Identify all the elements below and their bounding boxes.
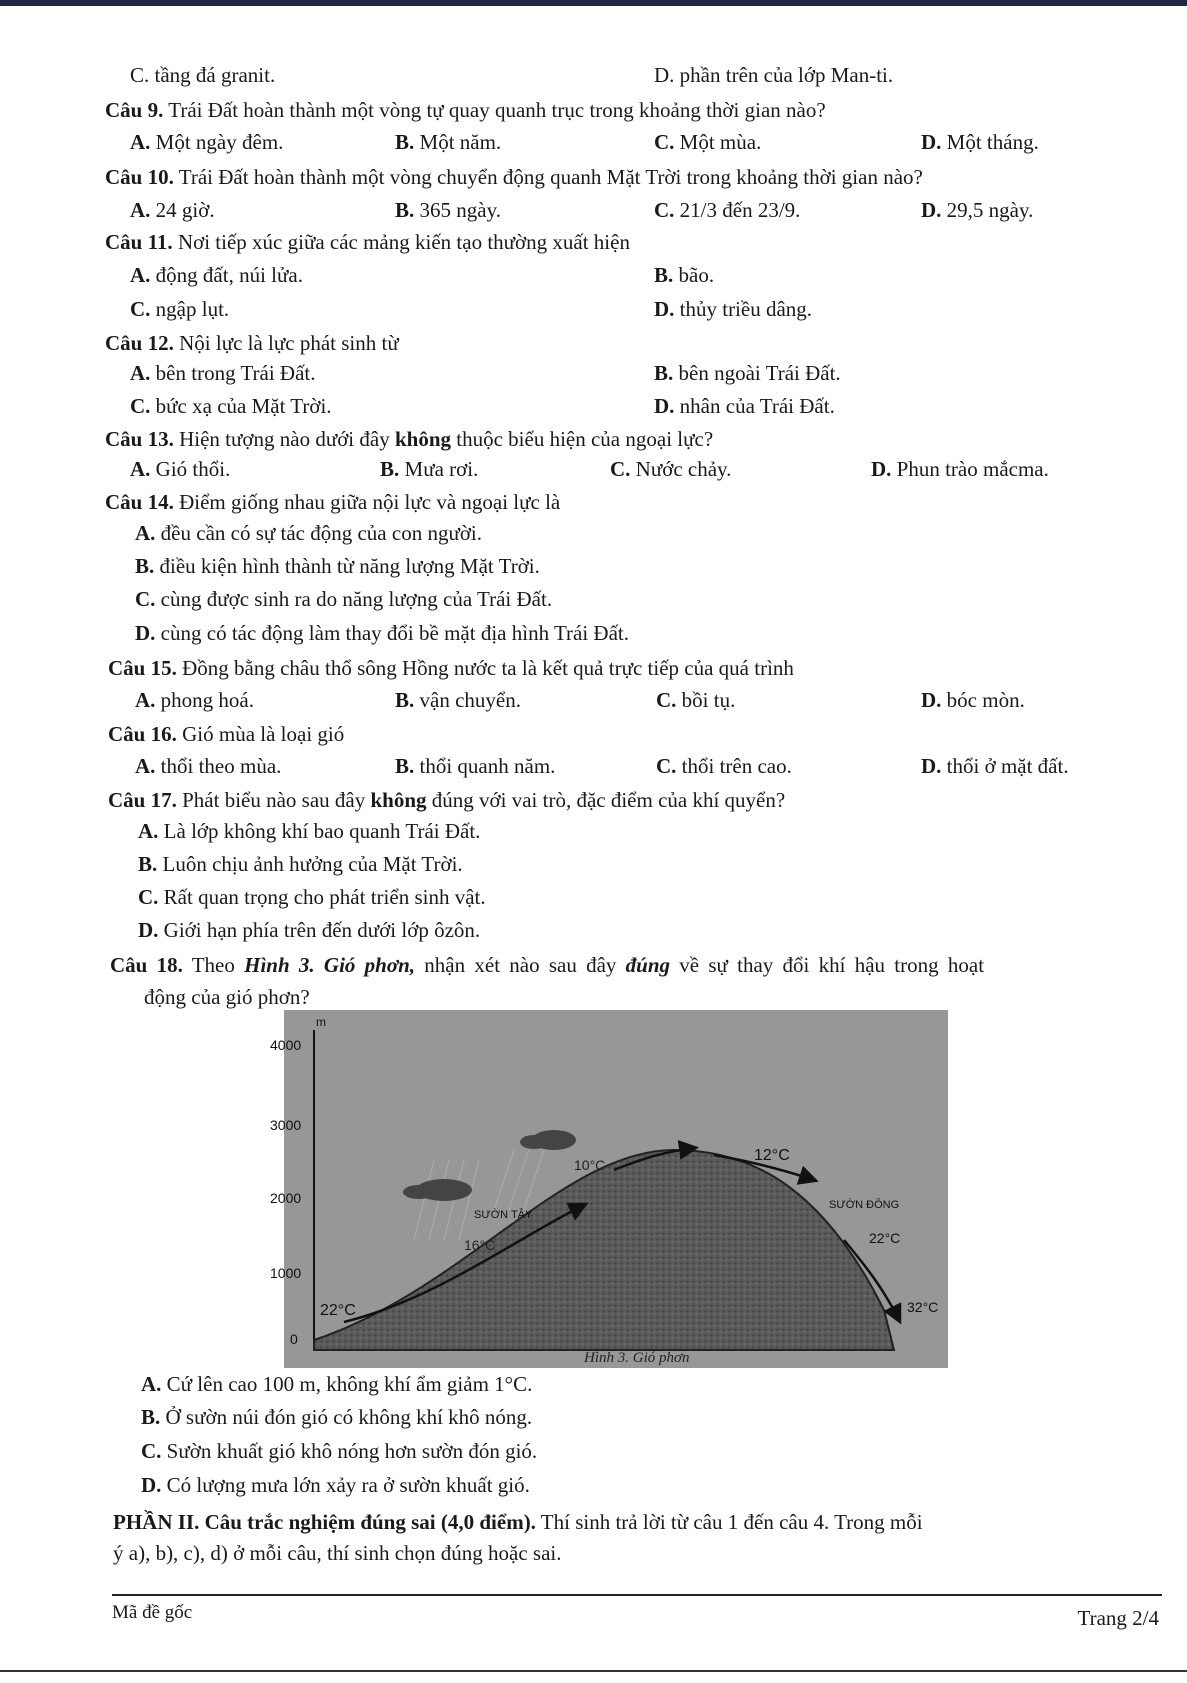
bottom-border [0,1670,1187,1672]
q17-option-a: A. Là lớp không khí bao quanh Trái Đất. [138,819,481,843]
q16-option-c: C. thổi trên cao. [656,754,792,778]
figure-caption: Hình 3. Gió phơn [584,1350,690,1366]
q13-option-b: B. Mưa rơi. [380,457,479,481]
q11-option-b: B. bão. [654,263,715,287]
q11-question: Câu 11. Nơi tiếp xúc giữa các mảng kiến tạo thường xuất hiện [105,230,630,254]
q16-option-b: B. thổi quanh năm. [395,754,556,778]
footer-divider [112,1594,1162,1596]
q12-option-a: A. bên trong Trái Đất. [130,361,316,385]
q10-question: Câu 10. Trái Đất hoàn thành một vòng chuyển động quanh Mặt Trời trong khoảng thời gian nào? [105,165,923,189]
q12-question: Câu 12. Nội lực là lực phát sinh từ [105,331,399,355]
q17-option-d: D. Giới hạn phía trên đến dưới lớp ôzôn. [138,918,481,942]
q17-option-c: C. Rất quan trọng cho phát triển sinh vật. [138,885,486,909]
y-tick-4000: 4000 [270,1037,302,1053]
q16-question: Câu 16. Gió mùa là loại gió [108,722,345,746]
q17-question: Câu 17. Phát biểu nào sau đây không đúng với vai trò, đặc điểm của khí quyển? [108,788,786,812]
part2-heading: PHẦN II. Câu trắc nghiệm đúng sai (4,0 điểm). Thí sinh trả lời từ câu 1 đến câu 4. Trong mỗi [113,1510,923,1534]
q12-option-d: D. nhân của Trái Đất. [654,394,835,418]
temp-east-mid: 22°C [869,1230,901,1246]
q18-option-c: C. Sườn khuất gió khô nóng hơn sườn đón gió. [141,1439,538,1463]
q13-option-a: A. Gió thổi. [130,457,231,481]
q10-option-a: A. 24 giờ. [130,198,215,222]
q15-option-d: D. bóc mòn. [921,688,1025,712]
q15-option-c: C. bồi tụ. [656,688,736,712]
q9-number: Câu 9. [105,98,164,122]
east-slope-label: SƯỜN ĐÔNG [829,1199,900,1211]
q11-option-d: D. thủy triều dâng. [654,297,813,321]
q18-option-b: B. Ở sườn núi đón gió có không khí khô nóng. [141,1405,533,1429]
temp-west-base: 22°C [320,1302,356,1319]
temp-west-mid: 16°C [464,1237,496,1253]
y-tick-2000: 2000 [270,1190,302,1206]
q12-option-c: C. bức xạ của Mặt Trời. [130,394,332,418]
q16-option-a: A. thổi theo mùa. [135,754,282,778]
q13-option-c: C. Nước chảy. [610,457,732,481]
y-tick-0: 0 [290,1331,298,1347]
footer-exam-code: Mã đề gốc [112,1602,193,1623]
temp-east-base: 32°C [907,1299,939,1315]
q10-option-c: C. 21/3 đến 23/9. [654,198,801,222]
q9-option-d: D. Một tháng. [921,130,1039,154]
q9-text: Trái Đất hoàn thành một vòng tự quay quanh trục trong khoảng thời gian nào? [168,98,826,122]
q16-option-d: D. thổi ở mặt đất. [921,754,1069,778]
footer-page-number: Trang 2/4 [1077,1606,1159,1630]
y-tick-1000: 1000 [270,1265,302,1281]
q10-option-b: B. 365 ngày. [395,198,501,222]
q11-option-a: A. động đất, núi lửa. [130,263,303,287]
q18-option-a: A. Cứ lên cao 100 m, không khí ẩm giảm 1°C. [141,1372,533,1396]
q14-option-b: B. điều kiện hình thành từ năng lượng Mặt Trời. [135,554,540,578]
temp-summit-west: 10°C [574,1157,606,1173]
y-unit: m [316,1015,326,1029]
q15-option-a: A. phong hoá. [135,688,254,712]
foehn-diagram [270,1010,948,1368]
q14-option-a: A. đều cần có sự tác động của con người. [135,521,483,545]
q8-option-d: D. phần trên của lớp Man-ti. [654,63,894,87]
q9-option-b: B. Một năm. [395,130,502,154]
temp-summit-east: 12°C [754,1147,790,1164]
q15-question: Câu 15. Đồng bằng châu thổ sông Hồng nước ta là kết quả trực tiếp của quá trình [108,656,794,680]
q15-option-b: B. vận chuyển. [395,688,521,712]
west-slope-label: SƯỜN TÂY [474,1209,533,1221]
q9-option-a: A. Một ngày đêm. [130,130,284,154]
foehn-wind-figure [270,1010,948,1368]
q9-question [105,97,826,123]
q11-option-c: C. ngập lụt. [130,297,230,321]
q18-question: Câu 18. Theo Hình 3. Gió phơn, nhận xét nào sau đây đúng về sự thay đổi khí hậu trong hoạt [110,953,985,977]
q18-question-line2: động của gió phơn? [144,985,310,1009]
q14-option-d: D. cùng có tác động làm thay đổi bề mặt địa hình Trái Đất. [135,621,629,645]
q18-option-d: D. Có lượng mưa lớn xảy ra ở sườn khuất gió. [141,1473,530,1497]
y-tick-3000: 3000 [270,1117,302,1133]
q17-option-b: B. Luôn chịu ảnh hưởng của Mặt Trời. [138,852,463,876]
q14-option-c: C. cùng được sinh ra do năng lượng của Trái Đất. [135,587,553,611]
q12-option-b: B. bên ngoài Trái Đất. [654,361,841,385]
q13-option-d: D. Phun trào mắcma. [871,457,1049,481]
q8-option-c: C. tầng đá granit. [130,63,276,87]
q14-question: Câu 14. Điểm giống nhau giữa nội lực và ngoại lực là [105,490,561,514]
q9-option-c: C. Một mùa. [654,130,762,154]
part2-line2: ý a), b), c), d) ở mỗi câu, thí sinh chọn đúng hoặc sai. [113,1541,562,1565]
q10-option-d: D. 29,5 ngày. [921,198,1034,222]
q13-question: Câu 13. Hiện tượng nào dưới đây không thuộc biểu hiện của ngoại lực? [105,427,714,451]
